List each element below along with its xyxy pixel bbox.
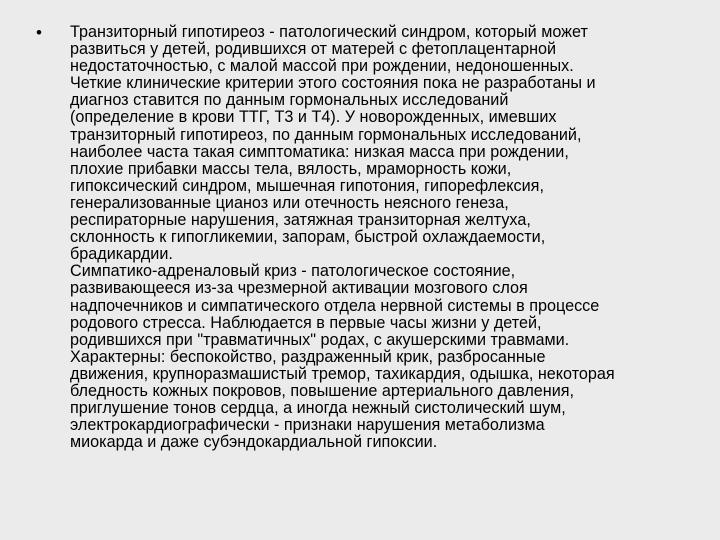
text-line: Симпатико-адреналовый криз - патологическое состояние, [70, 262, 516, 281]
text-line: бледность кожных покровов, повышение артериального давления, [70, 381, 575, 400]
text-line: развивающееся из-за чрезмерной активации мозгового слоя [70, 279, 528, 298]
text-line: недостаточностью, с малой массой при рождении, недоношенных. [70, 57, 574, 76]
bullet-marker: • [36, 23, 42, 42]
text-line: респираторные нарушения, затяжная транзиторная желтуха, [70, 211, 531, 230]
text-line: склонность к гипогликемии, запорам, быстрой охлаждаемости, [70, 228, 546, 247]
text-line: электрокардиографически - признаки нарушения метаболизма [70, 416, 545, 435]
text-line: развиться у детей, родившихся от матерей с фетоплацентарной [70, 40, 557, 59]
text-line: (определение в крови ТТГ, Т3 и Т4). У новорожденных, имевших [70, 108, 557, 127]
text-line: родового стресса. Наблюдается в первые часы жизни у детей, [70, 313, 542, 332]
text-line: Характерны: беспокойство, раздраженный крик, разбросанные [70, 347, 546, 366]
text-line: диагноз ставится по данным гормональных исследований [70, 91, 509, 110]
text-line: приглушение тонов сердца, а иногда нежный систолический шум, [70, 399, 566, 418]
text-line: надпочечников и симпатического отдела нервной системы в процессе [70, 296, 600, 315]
text-line: Транзиторный гипотиреоз - патологический синдром, который может [70, 23, 588, 41]
text-line: миокарда и даже субэндокардиальной гипоксии. [70, 433, 438, 452]
text-line: плохие прибавки массы тела, вялость, мраморность кожи, [70, 159, 512, 178]
text-line: генерализованные цианоз или отечность неясного генеза, [70, 193, 509, 212]
text-line: Четкие клинические критерии этого состояния пока не разработаны и [70, 74, 596, 93]
text-line: гипоксический синдром, мышечная гипотония, гипорефлексия, [70, 176, 544, 195]
bullet-text [70, 24, 710, 451]
text-line: транзиторный гипотиреоз, по данным гормональных исследований, [70, 125, 582, 144]
text-line: движения, крупноразмашистый тремор, тахикардия, одышка, некоторая [70, 364, 615, 383]
text-line: брадикардии. [70, 245, 173, 264]
text-line: родившихся при "травматичных" родах, с акушерскими травмами. [70, 330, 570, 349]
text-line: наиболее часта такая симптоматика: низкая масса при рождении, [70, 142, 569, 161]
